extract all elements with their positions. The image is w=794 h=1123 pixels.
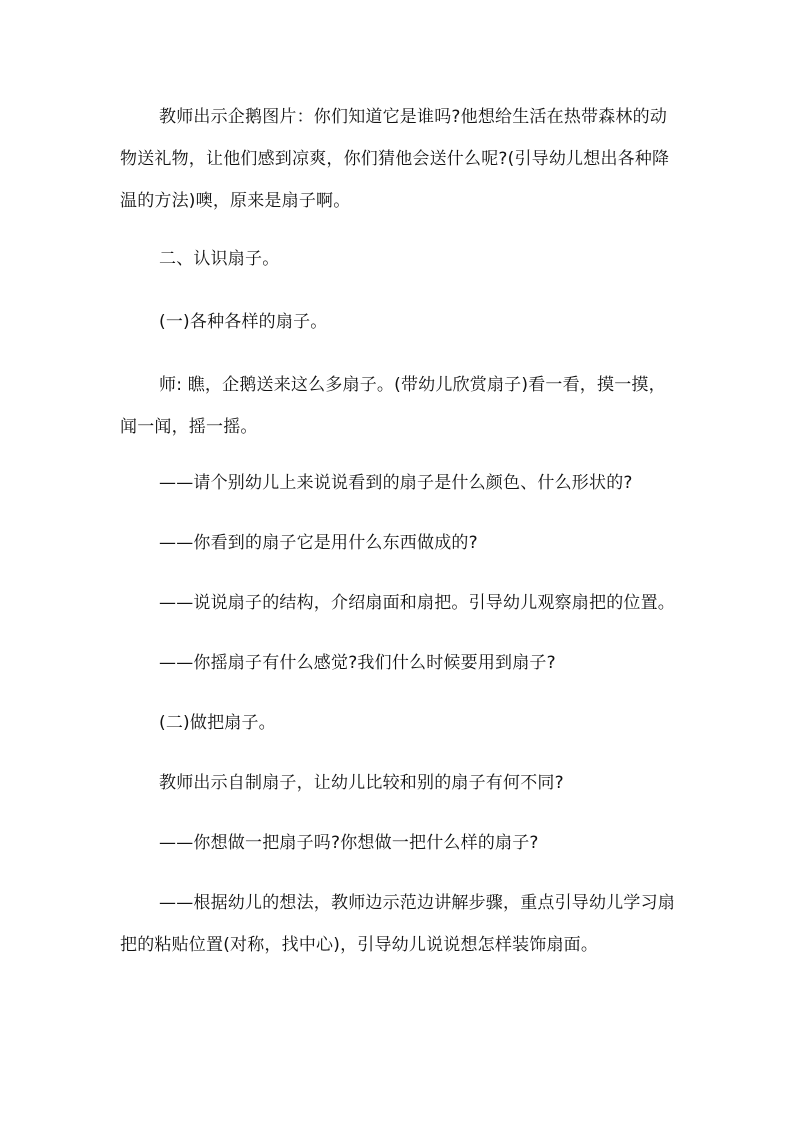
question-feeling: ——你摇扇子有什么感觉?我们什么时候要用到扇子? (159, 653, 556, 673)
subsection-heading-make-fan: (二)做把扇子。 (159, 713, 276, 733)
paragraph-teacher-look: 师: 瞧，企鹅送来这么多扇子。(带幼儿欣赏扇子)看一看，摸一摸，闻一闻，摇一摇。 (120, 375, 666, 437)
subsection-heading-various-fans: (一)各种各样的扇子。 (159, 312, 328, 332)
paragraph-intro-penguin: 教师出示企鹅图片：你们知道它是谁吗?他想给生活在热带森林的动物送礼物，让他们感到凉爽，你们猜他会送什么呢?(引导幼儿想出各种降温的方法)噢，原来是扇子啊。 (120, 107, 670, 211)
question-color-shape: ——请个别幼儿上来说说看到的扇子是什么颜色、什么形状的? (159, 473, 633, 493)
section-heading-know-fans: 二、认识扇子。 (159, 249, 280, 269)
question-material: ——你看到的扇子它是用什么东西做成的? (159, 533, 478, 553)
paragraph-self-made-fan: 教师出示自制扇子，让幼儿比较和别的扇子有何不同? (159, 773, 564, 793)
question-want-make-fan: ——你想做一把扇子吗?你想做一把什么样的扇子? (159, 833, 539, 853)
paragraph-demonstration: ——根据幼儿的想法，教师边示范边讲解步骤，重点引导幼儿学习扇把的粘贴位置(对称，找中心)，引导幼儿说说想怎样装饰扇面。 (120, 893, 675, 955)
paragraph-fan-structure: ——说说扇子的结构，介绍扇面和扇把。引导幼儿观察扇把的位置。 (159, 593, 675, 613)
